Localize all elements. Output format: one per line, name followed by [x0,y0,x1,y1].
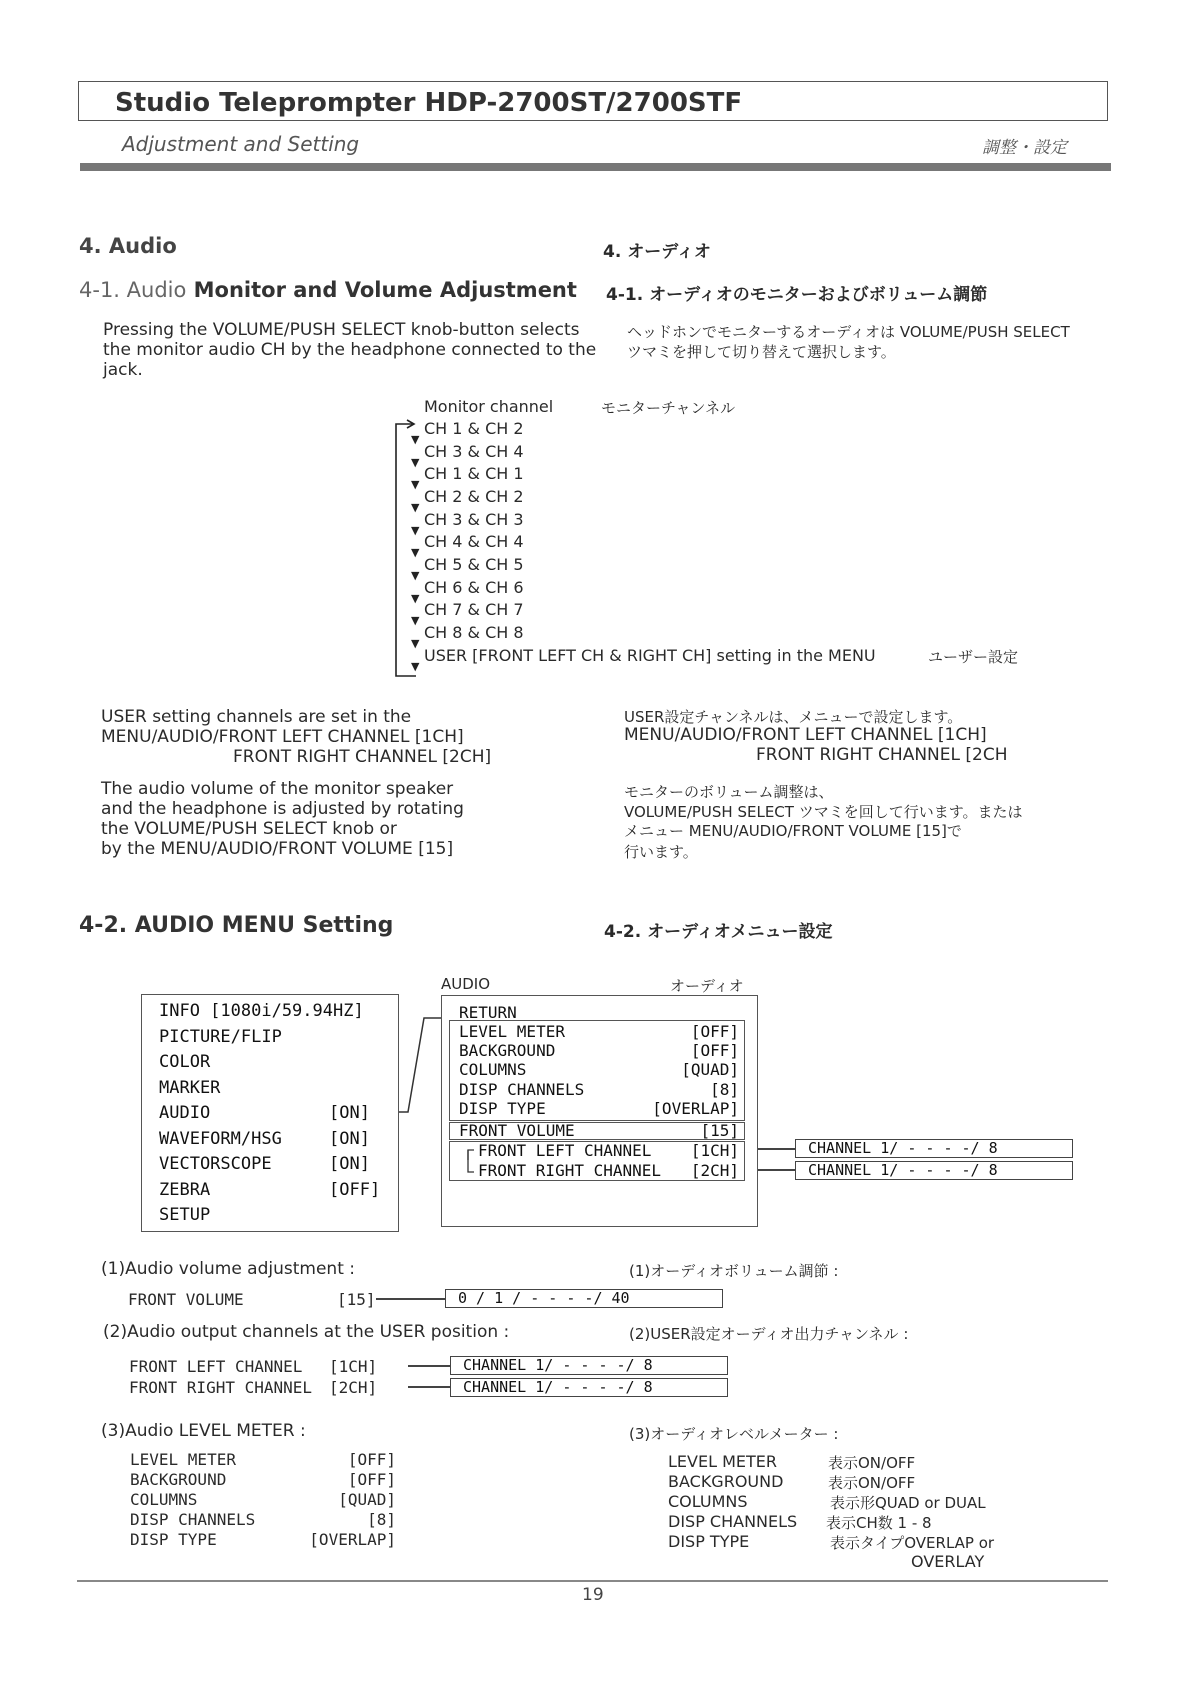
main-menu-item[interactable]: ZEBRA [OFF] [159,1180,381,1200]
monitor-channel-label: Monitor channel [424,397,554,416]
down-arrow-icon: ▼ [411,501,420,514]
meter-row: COLUMNS [QUAD] [130,1490,396,1509]
channel-option: CH 1 & CH 2 [424,419,524,438]
volume-text-jp-line: モニターのボリューム調整は、 [624,783,834,801]
volume-text-jp-line: メニュー MENU/AUDIO/FRONT VOLUME [15]で [624,822,962,840]
down-arrow-icon: ▼ [411,660,420,673]
main-menu-item[interactable]: MARKER [159,1078,221,1098]
footer-rule [77,1580,1108,1582]
audio-menu-item[interactable]: COLUMNS [QUAD] [459,1060,739,1079]
user-text-line: FRONT RIGHT CHANNEL [2CH] [233,747,492,767]
section-41-title-rest: Monitor and Volume Adjustment [186,278,577,302]
section-4-title: 4. Audio [79,234,177,258]
audio-menu-item-front-volume[interactable]: FRONT VOLUME [15] [459,1121,739,1140]
tree-bracket [464,1146,476,1176]
down-arrow-icon: ▼ [411,614,420,627]
header-rule [80,163,1111,171]
output-channels-title: (2)Audio output channels at the USER position : [103,1322,510,1342]
meter-desc-text: 表示タイプOVERLAP or [830,1534,995,1552]
meter-desc-text: 表示CH数 1 - 8 [826,1514,932,1532]
output-channels-title-jp: (2)USER設定オーディオ出力チャンネル : [629,1325,909,1343]
audio-menu-item-return[interactable]: RETURN [459,1003,517,1022]
main-menu-item[interactable]: COLOR [159,1052,211,1072]
meter-row: BACKGROUND [OFF] [130,1470,396,1489]
volume-text-jp-line: 行います。 [624,843,698,861]
volume-text-line: and the headphone is adjusted by rotating [101,799,464,819]
audio-menu-item[interactable]: DISP CHANNELS [8] [459,1080,739,1099]
down-arrow-icon: ▼ [411,546,420,559]
main-menu-item[interactable]: PICTURE/FLIP [159,1027,282,1047]
audio-menu-item-front-right[interactable]: FRONT RIGHT CHANNEL [2CH] [478,1161,739,1180]
down-arrow-icon: ▼ [411,456,420,469]
document-title: Studio Teleprompter HDP-2700ST/2700STF [115,88,743,118]
connector-line [408,1365,450,1367]
meter-desc-continued: OVERLAY [911,1552,985,1571]
section-42-title-jp: 4-2. オーディオメニュー設定 [604,922,833,942]
section-42-title: 4-2. AUDIO MENU Setting [79,913,394,938]
audio-menu-item-front-left[interactable]: FRONT LEFT CHANNEL [1CH] [478,1141,739,1160]
audio-menu-item[interactable]: LEVEL METER [OFF] [459,1022,739,1041]
down-arrow-icon: ▼ [411,592,420,605]
channel-option: CH 6 & CH 6 [424,578,524,597]
meter-desc-label: DISP CHANNELS [668,1512,798,1531]
meter-desc-text: 表示形QUAD or DUAL [830,1494,986,1512]
desc-line: Pressing the VOLUME/PUSH SELECT knob-button selects [103,320,580,340]
meter-desc-text: 表示ON/OFF [828,1454,916,1472]
volume-text-line: the VOLUME/PUSH SELECT knob or [101,819,397,839]
desc-jp-line: ツマミを押して切り替えて選択します。 [627,343,896,361]
user-text-line: MENU/AUDIO/FRONT LEFT CHANNEL [1CH] [101,727,464,747]
level-meter-title-jp: (3)オーディオレベルメーター : [629,1425,839,1443]
volume-text-line: by the MENU/AUDIO/FRONT VOLUME [15] [101,839,454,859]
main-menu-item-audio[interactable]: AUDIO [ON] [159,1103,370,1123]
connector-line [376,1298,446,1300]
audio-menu-panel [441,995,758,1227]
level-meter-title: (3)Audio LEVEL METER : [101,1421,306,1441]
meter-desc-label: LEVEL METER [668,1452,777,1471]
meter-desc-label: COLUMNS [668,1492,748,1511]
main-menu-item[interactable]: WAVEFORM/HSG [ON] [159,1129,370,1149]
user-text-jp-line: USER設定チャンネルは、メニューで設定します。 [624,708,963,726]
audio-menu-item[interactable]: DISP TYPE [OVERLAP] [459,1099,739,1118]
user-text-jp-line: MENU/AUDIO/FRONT LEFT CHANNEL [1CH] [624,725,987,745]
channel-option-user: USER [FRONT LEFT CH & RIGHT CH] setting in the MENU [424,646,876,665]
section-41-title-jp: 4-1. オーディオのモニターおよびボリューム調節 [606,285,988,305]
page-number: 19 [582,1585,604,1605]
audio-menu-label-jp: オーディオ [670,977,744,995]
meter-desc-text: 表示ON/OFF [828,1474,916,1492]
audio-menu-label: AUDIO [441,975,491,993]
user-text-line: USER setting channels are set in the [101,707,412,727]
section-4-title-jp: 4. オーディオ [603,242,711,262]
main-menu-item[interactable]: VECTORSCOPE [ON] [159,1154,370,1174]
meter-row: LEVEL METER [OFF] [130,1450,396,1469]
channel-option: CH 2 & CH 2 [424,487,524,506]
output-front-left-value: [1CH] [329,1357,378,1376]
volume-adjust-title-jp: (1)オーディオボリューム調節 : [629,1262,839,1280]
channel-option: CH 7 & CH 7 [424,600,524,619]
volume-range-box: 0 / 1 / - - - -/ 40 [445,1289,723,1308]
volume-text-line: The audio volume of the monitor speaker [101,779,454,799]
output-left-channel-range: CHANNEL 1/ - - - -/ 8 [450,1356,728,1375]
output-front-left-label: FRONT LEFT CHANNEL [129,1357,303,1376]
meter-desc-label: BACKGROUND [668,1472,784,1491]
section-41-title-prefix: 4-1. Audio [79,278,187,302]
meter-desc-label: DISP TYPE [668,1532,750,1551]
channel-option: CH 4 & CH 4 [424,532,524,551]
connector-line [408,1386,450,1388]
monitor-channel-label-jp: モニターチャンネル [601,399,736,417]
down-arrow-icon: ▼ [411,637,420,650]
front-right-channel-range: CHANNEL 1/ - - - -/ 8 [795,1161,1073,1180]
main-menu-item[interactable]: SETUP [159,1205,211,1225]
down-arrow-icon: ▼ [411,433,420,446]
down-arrow-icon: ▼ [411,569,420,582]
user-text-jp-line: FRONT RIGHT CHANNEL [2CH [756,745,1008,765]
front-volume-value: [15] [337,1290,376,1309]
channel-option: CH 3 & CH 4 [424,442,524,461]
channel-option: CH 1 & CH 1 [424,464,524,483]
front-volume-label: FRONT VOLUME [128,1290,244,1309]
output-front-right-label: FRONT RIGHT CHANNEL [129,1378,313,1397]
user-setting-jp: ユーザー設定 [928,648,1019,666]
channel-option: CH 8 & CH 8 [424,623,524,642]
main-menu-panel [141,994,399,1232]
down-arrow-icon: ▼ [411,478,420,491]
volume-text-jp-line: VOLUME/PUSH SELECT ツマミを回して行います。または [624,803,1023,821]
channel-option: CH 3 & CH 3 [424,510,524,529]
connector-line [758,1169,796,1171]
section-41-title [79,278,577,302]
meter-row: DISP TYPE [OVERLAP] [130,1530,396,1549]
output-front-right-value: [2CH] [329,1378,378,1397]
volume-adjust-title: (1)Audio volume adjustment : [101,1259,356,1279]
document-subtitle-jp: 調整・設定 [982,138,1067,158]
desc-line: jack. [103,360,143,380]
connector-line [758,1148,796,1150]
output-right-channel-range: CHANNEL 1/ - - - -/ 8 [450,1378,728,1397]
meter-row: DISP CHANNELS [8] [130,1510,396,1529]
channel-option: CH 5 & CH 5 [424,555,524,574]
audio-menu-item[interactable]: BACKGROUND [OFF] [459,1041,739,1060]
main-menu-item[interactable]: INFO [1080i/59.94HZ] [159,1001,364,1021]
down-arrow-icon: ▼ [411,524,420,537]
desc-jp-line: ヘッドホンでモニターするオーディオは VOLUME/PUSH SELECT [627,323,1070,341]
desc-line: the monitor audio CH by the headphone connected to the [103,340,597,360]
front-left-channel-range: CHANNEL 1/ - - - -/ 8 [795,1139,1073,1158]
document-subtitle: Adjustment and Setting [122,132,360,156]
menu-connector [398,1015,443,1115]
